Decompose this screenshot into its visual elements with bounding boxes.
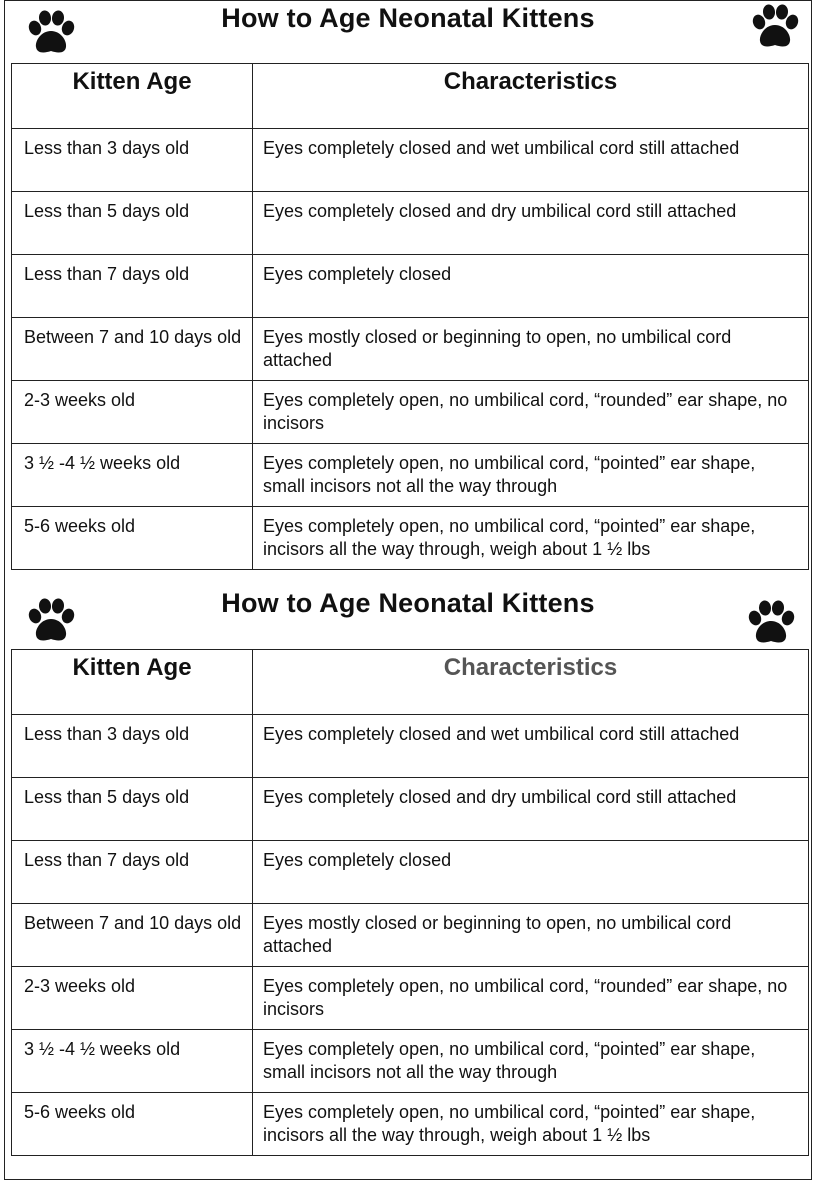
page-title: How to Age Neonatal Kittens (221, 3, 595, 33)
characteristics-cell: Eyes completely open, no umbilical cord, “pointed” ear shape, incisors all the way through, weigh about 1 ½ lbs (253, 1093, 809, 1156)
table-row (12, 255, 809, 318)
table-row (12, 1093, 809, 1156)
characteristics-cell: Eyes completely closed and dry umbilical cord still attached (253, 778, 809, 841)
table-header-row (12, 64, 809, 129)
title-row (5, 587, 811, 649)
kitten-age-table (11, 649, 809, 1156)
table-row (12, 967, 809, 1030)
table-row (12, 778, 809, 841)
table-row (12, 904, 809, 967)
age-cell: 3 ½ -4 ½ weeks old (12, 444, 253, 507)
age-cell: Less than 5 days old (12, 192, 253, 255)
table-row (12, 192, 809, 255)
paw-print-icon (745, 599, 797, 647)
page-title: How to Age Neonatal Kittens (221, 588, 595, 618)
age-cell: 5-6 weeks old (12, 1093, 253, 1156)
age-cell: Less than 3 days old (12, 715, 253, 778)
kitten-age-sheet-2 (4, 587, 812, 1180)
age-cell: Less than 5 days old (12, 778, 253, 841)
table-row (12, 507, 809, 570)
age-cell: Between 7 and 10 days old (12, 318, 253, 381)
age-cell: Less than 7 days old (12, 255, 253, 318)
characteristics-cell: Eyes mostly closed or beginning to open, no umbilical cord attached (253, 318, 809, 381)
age-cell: 5-6 weeks old (12, 507, 253, 570)
table-row (12, 715, 809, 778)
table-row (12, 318, 809, 381)
table-row (12, 381, 809, 444)
characteristics-cell: Eyes completely closed (253, 255, 809, 318)
characteristics-cell: Eyes completely open, no umbilical cord, “pointed” ear shape, small incisors not all the way through (253, 444, 809, 507)
characteristics-cell: Eyes completely open, no umbilical cord, “rounded” ear shape, no incisors (253, 967, 809, 1030)
characteristics-cell: Eyes completely closed and wet umbilical cord still attached (253, 129, 809, 192)
paw-print-icon (749, 3, 801, 51)
kitten-age-table (11, 63, 809, 570)
characteristics-cell: Eyes completely closed and dry umbilical cord still attached (253, 192, 809, 255)
characteristics-cell: Eyes completely open, no umbilical cord, “pointed” ear shape, incisors all the way through, weigh about 1 ½ lbs (253, 507, 809, 570)
characteristics-cell: Eyes completely open, no umbilical cord, “pointed” ear shape, small incisors not all the way through (253, 1030, 809, 1093)
table-row (12, 1030, 809, 1093)
column-header-kitten-age: Kitten Age (12, 650, 253, 715)
age-cell: Less than 3 days old (12, 129, 253, 192)
kitten-age-sheet-1 (4, 0, 812, 587)
age-cell: 2-3 weeks old (12, 381, 253, 444)
column-header-characteristics: Characteristics (253, 64, 809, 129)
column-header-kitten-age: Kitten Age (12, 64, 253, 129)
age-cell: Between 7 and 10 days old (12, 904, 253, 967)
characteristics-cell: Eyes mostly closed or beginning to open, no umbilical cord attached (253, 904, 809, 967)
characteristics-cell: Eyes completely open, no umbilical cord, “rounded” ear shape, no incisors (253, 381, 809, 444)
characteristics-cell: Eyes completely closed and wet umbilical cord still attached (253, 715, 809, 778)
table-row (12, 841, 809, 904)
column-header-characteristics: Characteristics (253, 650, 809, 715)
age-cell: Less than 7 days old (12, 841, 253, 904)
table-header-row (12, 650, 809, 715)
title-row (5, 1, 811, 63)
age-cell: 3 ½ -4 ½ weeks old (12, 1030, 253, 1093)
table-row (12, 444, 809, 507)
table-row (12, 129, 809, 192)
characteristics-cell: Eyes completely closed (253, 841, 809, 904)
age-cell: 2-3 weeks old (12, 967, 253, 1030)
